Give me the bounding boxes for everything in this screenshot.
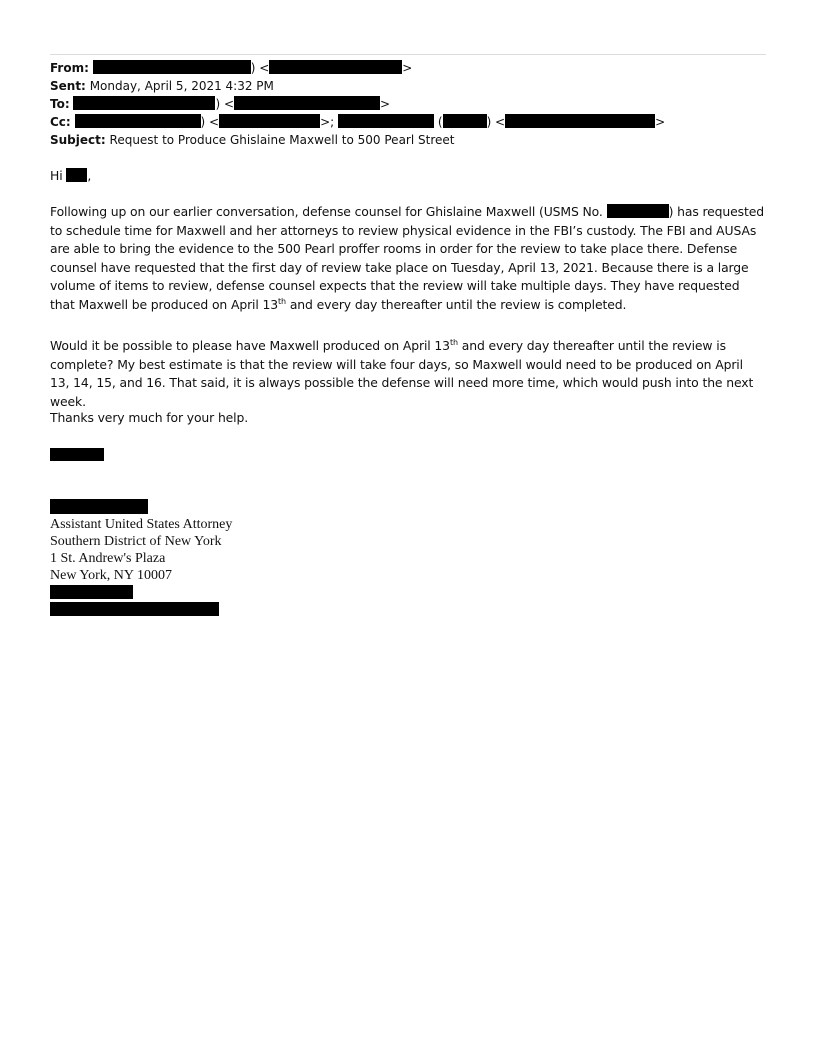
- redaction: [443, 114, 487, 128]
- redaction: [93, 60, 251, 74]
- from-separator-open: ) <: [250, 61, 270, 75]
- signature-office: Southern District of New York: [50, 534, 222, 549]
- paragraph-1-text: ) has requested to schedule time for Maxwell and her attorneys to review physical evidence in the FBI’s custody. The FBI and AUSAs are able to bring the evidence to the 500 Pearl proffer rooms in order for the review to take place there. Defense counsel have requested that the first day of review take place on Tuesday, April 13, 2021. Because there is a large volume of items to review, defense counsel expects that the review will take multiple days. They have requested that Maxwell be produced on April 13: [50, 204, 764, 312]
- signature-block: [50, 516, 232, 584]
- cc-separator: ) <: [486, 115, 506, 129]
- paragraph-2: [50, 337, 766, 411]
- paragraph-3: [50, 409, 766, 428]
- to-line: [50, 95, 390, 113]
- signature-address: 1 St. Andrew's Plaza: [50, 551, 166, 566]
- paragraph-1: [50, 203, 766, 314]
- redaction: [50, 602, 219, 616]
- sent-value: Monday, April 5, 2021 4:32 PM: [89, 79, 274, 93]
- greeting-text: Hi: [50, 168, 63, 183]
- paragraph-1-text: Following up on our earlier conversation, defense counsel for Ghislaine Maxwell (USMS No.: [50, 204, 603, 219]
- signature-city: New York, NY 10007: [50, 568, 172, 583]
- ordinal-suffix: th: [449, 337, 458, 347]
- greeting-punctuation: ,: [87, 168, 92, 183]
- subject-value: Request to Produce Ghislaine Maxwell to 500 Pearl Street: [109, 133, 455, 147]
- redaction: [219, 114, 320, 128]
- subject-line: [50, 131, 454, 149]
- header-divider: [50, 54, 766, 55]
- redaction: [50, 499, 148, 514]
- ordinal-suffix: th: [278, 296, 286, 306]
- redaction: [338, 114, 434, 128]
- to-separator-open: ) <: [215, 97, 235, 111]
- to-label: To:: [50, 97, 70, 111]
- sent-line: [50, 77, 274, 95]
- redaction: [505, 114, 655, 128]
- from-label: From:: [50, 61, 89, 75]
- redaction: [50, 585, 133, 599]
- sent-label: Sent:: [50, 79, 86, 93]
- redaction: [269, 60, 402, 74]
- cc-separator: ) <: [200, 115, 220, 129]
- redaction: [75, 114, 201, 128]
- redaction: [73, 96, 215, 110]
- redaction: [50, 448, 104, 461]
- paragraph-3-text: Thanks very much for your help.: [50, 410, 249, 425]
- from-line: [50, 59, 412, 77]
- cc-separator: (: [437, 115, 443, 129]
- to-separator-close: >: [380, 97, 391, 111]
- greeting: [50, 167, 766, 186]
- cc-label: Cc:: [50, 115, 71, 129]
- redaction: [234, 96, 380, 110]
- cc-separator: >;: [320, 115, 335, 129]
- cc-line: [50, 113, 665, 131]
- redaction: [607, 204, 669, 218]
- paragraph-1-text: and every day thereafter until the review is completed.: [289, 296, 627, 312]
- paragraph-2-text: and every day thereafter until the review is complete? My best estimate is that the review will take four days, so Maxwell would need to be produced on April 13, 14, 15, and 16. That said, it is always possible the defense will need more time, which would push into the next week.: [50, 338, 754, 409]
- redaction: [66, 168, 87, 182]
- paragraph-2-text: Would it be possible to please have Maxwell produced on April 13: [50, 338, 450, 353]
- subject-label: Subject:: [50, 133, 106, 147]
- cc-separator: >: [655, 115, 666, 129]
- from-separator-close: >: [402, 61, 413, 75]
- signature-title: Assistant United States Attorney: [50, 517, 233, 532]
